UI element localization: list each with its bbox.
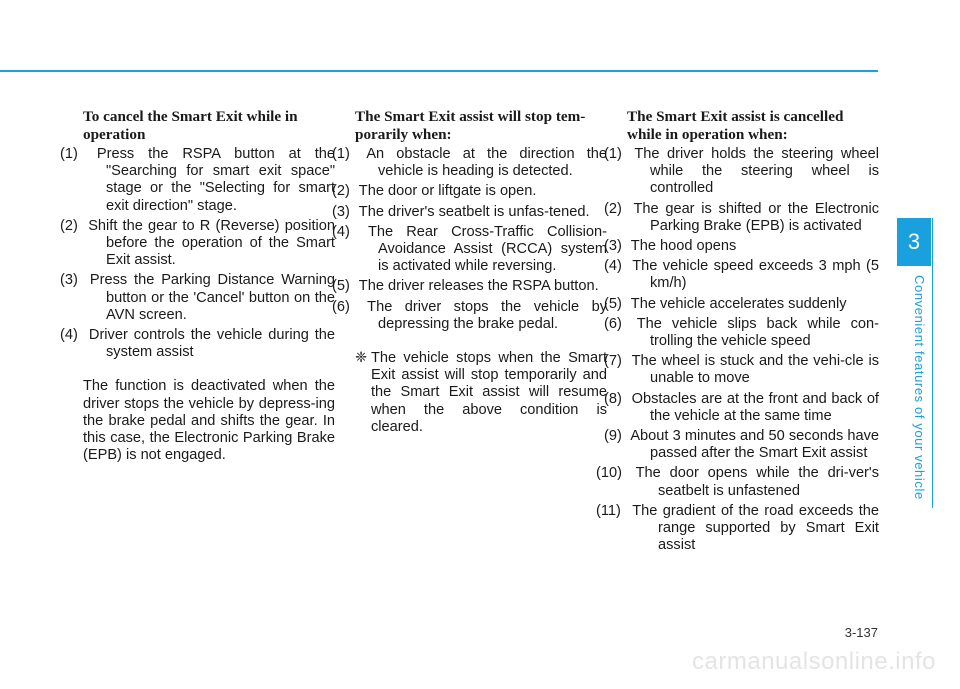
temporary-stop-list (332, 146, 607, 333)
list-item: (3) The hood opens (604, 238, 737, 255)
chapter-tab: 3 (897, 218, 931, 266)
header-rule (0, 70, 878, 72)
watermark: carmanualsonline.info (692, 648, 936, 675)
list-item: (9) About 3 minutes and 50 seconds have passed after the Smart Exit assist (604, 428, 880, 462)
page-number: 3-137 (844, 625, 878, 640)
side-rule (932, 218, 933, 508)
list-item: (8) Obstacles are at the front and back of the vehicle at the same time (604, 390, 879, 424)
note-paragraph: ❈ The vehicle stops when the Smart Exit assist will stop temporarily and the Smart Exit assist will resume when the above condition is cleared. (355, 350, 607, 435)
list-item: (3) The driver's seatbelt is unfas-tened. (332, 203, 590, 220)
column-temporary-stop (332, 108, 607, 436)
list-item: (1) Press the RSPA button at the "Searching for smart exit space" stage or the "Selecting for smart exit direction" stage. (60, 146, 335, 214)
heading-cancelled: The Smart Exit assist is cancelled while in operation when: (627, 108, 844, 143)
list-item: (6) The driver stops the vehicle by depressing the brake pedal. (332, 298, 607, 332)
heading-temporary-stop: The Smart Exit assist will stop tem-porarily when: (355, 108, 586, 143)
list-item: (11) The gradient of the road exceeds the range supported by Smart Exit assist (596, 502, 880, 554)
list-item: (1) An obstacle at the direction the vehicle is heading is detected. (332, 146, 607, 180)
cancel-steps-list (60, 146, 335, 361)
note-icon: ❈ (355, 350, 368, 367)
list-item: (5) The vehicle accelerates suddenly (604, 295, 847, 312)
deactivation-paragraph: The function is deactivated when the driver stops the vehicle by depress-ing the brake pedal and shifts the gear. In this case, the Electronic Parking Brake (EPB) is not engaged. (83, 378, 335, 464)
list-item: (6) The vehicle slips back while con-trolling the vehicle speed (604, 315, 880, 350)
list-item: (1) The driver holds the steering wheel while the steering wheel is controlled (604, 146, 880, 197)
list-item: (10) The door opens while the dri-ver's seatbelt is unfastened (596, 465, 880, 499)
list-item: (5) The driver releases the RSPA button. (332, 278, 599, 295)
list-item: (2) The door or liftgate is open. (332, 183, 537, 200)
list-item: (3) Press the Parking Distance Warning button or the 'Cancel' button on the AVN screen. (60, 272, 335, 323)
list-item: (4) Driver controls the vehicle during the system assist (60, 327, 335, 361)
chapter-title: Convenient features of your vehicle (912, 275, 927, 500)
list-item: (4) The vehicle speed exceeds 3 mph (5 km/h) (604, 258, 879, 292)
list-item: (2) Shift the gear to R (Reverse) position before the operation of the Smart Exit assist. (60, 217, 335, 269)
list-item: (7) The wheel is stuck and the vehi-cle is unable to move (604, 353, 879, 387)
list-item: (2) The gear is shifted or the Electronic Parking Brake (EPB) is activated (604, 200, 880, 234)
column-cancel-smart-exit (60, 108, 335, 464)
cancelled-list (596, 146, 880, 554)
list-item: (4) The Rear Cross-Traffic Collision-Avoidance Assist (RCCA) system is activated while reversing. (332, 223, 607, 275)
heading-cancel-smart-exit: To cancel the Smart Exit while in operation (83, 108, 298, 143)
column-cancelled (596, 108, 880, 557)
